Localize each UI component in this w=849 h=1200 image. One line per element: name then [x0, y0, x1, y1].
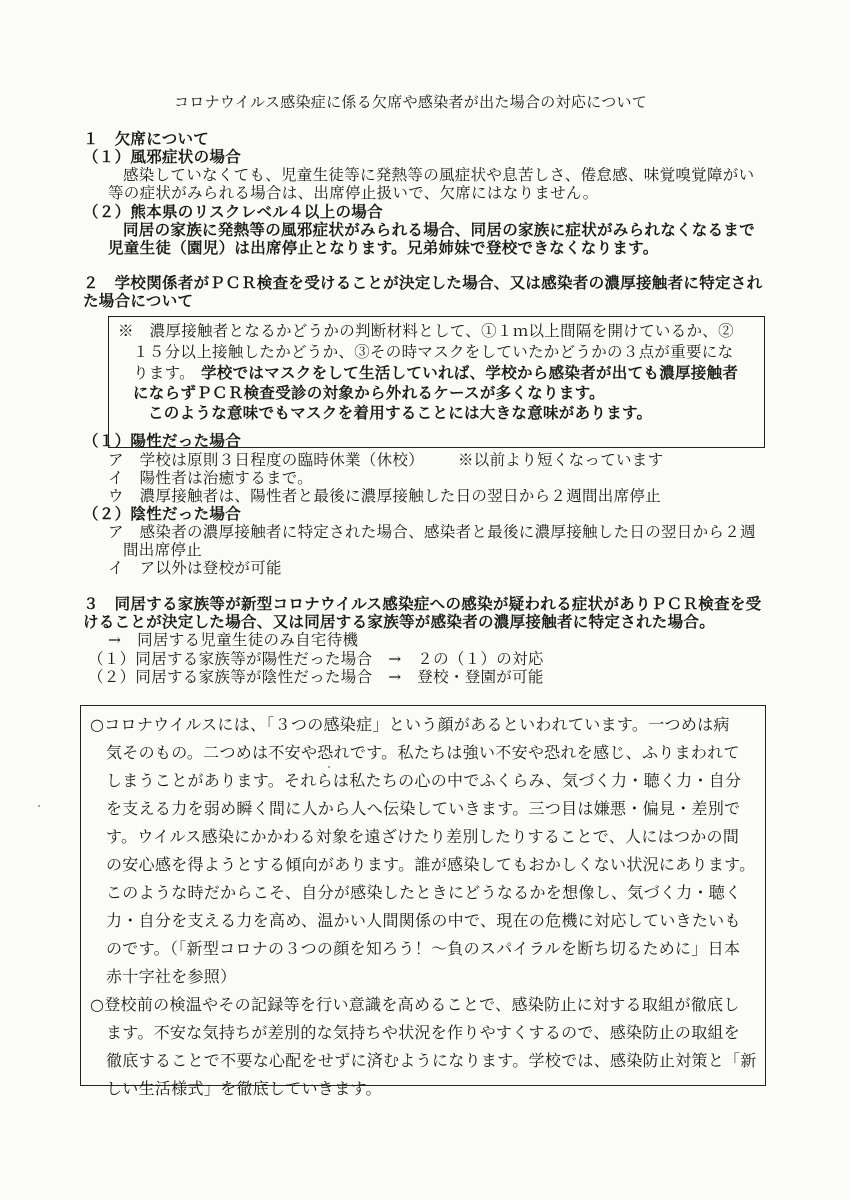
positive-item-i: イ 陽性者は治癒するまで。: [108, 469, 314, 487]
section-1-sub2-heading: （２）熊本県のリスクレベル４以上の場合: [83, 203, 383, 221]
negative-heading: （２）陰性だった場合: [83, 505, 242, 523]
mask-note-line2: １５分以上接触したかどうか、③その時マスクをしていたかどうかの３点が重要にな: [133, 343, 734, 361]
negative-item-a-line1: ア 感染者の濃厚接触者に特定された場合、感染者と最後に濃厚接触した日の翌日から２週: [108, 523, 756, 541]
section-1-sub1-text-line2: 等の症状がみられる場合は、出席停止扱いで、欠席にはなりません。: [108, 184, 599, 202]
box2-line8: 力・自分を支える力を高め、温かい人間関係の中で、現在の危機に対応していきたいも: [106, 911, 741, 930]
section-3-heading-line2: けることが決定した場合、又は同居する家族等が感染者の濃厚接触者に特定された場合。: [83, 613, 716, 631]
box2-line13: 徹底することで不要な心配をせずに済むようになります。学校では、感染防止対策と「新: [106, 1051, 757, 1070]
section-1-sub1-heading: （１）風邪症状の場合: [83, 148, 242, 166]
mask-note-line4: にならずＰＣＲ検査受診の対象から外れるケースが多くなります。: [133, 384, 605, 402]
document-title: コロナウイルス感染症に係る欠席や感染者が出た場合の対応について: [174, 93, 648, 111]
section-1-sub2-text-line2: 児童生徒（園児）は出席停止となります。兄弟姉妹で登校できなくなります。: [108, 239, 659, 257]
positive-item-a: ア 学校は原則３日程度の臨時休業（休校）: [108, 451, 425, 469]
scan-speck: [328, 766, 330, 768]
positive-item-u: ウ 濃厚接触者は、陽性者と最後に濃厚接触した日の翌日から２週間出席停止: [108, 487, 662, 505]
box2-line5: す。ウイルス感染にかかわる対象を遠ざけたり差別したりすることで、人にはつかの間: [106, 827, 740, 846]
box2-line4: を支える力を弱め瞬く間に人から人へ伝染していきます。三つ目は嫌悪・偏見・差別で: [106, 799, 741, 818]
section-3-heading-line1: ３ 同居する家族等が新型コロナウイルス感染症への感染が疑われる症状がありＰＣＲ検査を受: [83, 595, 762, 613]
positive-item-a-note: ※以前より短くなっています: [458, 451, 664, 469]
mask-note-line3a: ります。: [133, 364, 195, 382]
box2-line6: の安心感を得ようとする傾向があります。誰が感染してもおかしくない状況にあります。: [106, 855, 756, 874]
section-3-item2: （２）同居する家族等が陰性だった場合 → 登校・登園が可能: [88, 668, 544, 686]
section-1-sub2-text-line1: 同居の家族に発熱等の風邪症状がみられる場合、同居の家族に症状がみられなくなるまで: [123, 221, 756, 239]
box2-line14: しい生活様式」を徹底していきます。: [106, 1079, 382, 1098]
box2-line1: ○コロナウイルスには、「３つの感染症」という顔があるといわれています。一つめは病: [90, 715, 730, 734]
section-1-heading: １ 欠席について: [83, 130, 210, 148]
negative-item-a-line2: 間出席停止: [123, 541, 203, 559]
positive-heading: （１）陽性だった場合: [83, 432, 242, 450]
box2-line2: 気そのもの。二つめは不安や恐れです。私たちは強い不安や恐れを感じ、ふりまわれて: [106, 743, 740, 762]
box2-line3: しまうことがあります。それらは私たちの心の中でふくらみ、気づく力・聴く力・自分: [106, 771, 742, 790]
mask-note-line1: ※ 濃厚接触者となるかどうかの判断材料として、①１ｍ以上間隔を開けているか、②: [118, 322, 734, 340]
section-3-item1: （１）同居する家族等が陽性だった場合 → ２の（１）の対応: [88, 650, 544, 668]
box2-line10: 赤十字社を参照）: [106, 967, 237, 986]
mask-note-line5: このような意味でもマスクを着用することには大きな意味があります。: [148, 404, 653, 422]
negative-item-i: イ ア以外は登校が可能: [108, 559, 282, 577]
box2-line11: ○登校前の検温やその記録等を行い意識を高めることで、感染防止に対する取組が徹底し: [90, 995, 740, 1014]
mask-note-line3b: 学校ではマスクをして生活していれば、学校から感染者が出ても濃厚接触者: [201, 364, 739, 382]
box2-line12: ます。不安な気持ちが差別的な気持ちや状況を作りやすくするので、感染防止の取組を: [106, 1023, 741, 1042]
box2-line7: このような時だからこそ、自分が感染したときにどうなるかを想像し、気づく力・聴く: [106, 883, 742, 902]
section-2-heading-line1: ２ 学校関係者がＰＣＲ検査を受けることが決定した場合、又は感染者の濃厚接触者に特定され: [83, 274, 763, 292]
box2-line9: のです。（「新型コロナの３つの顔を知ろう！～負のスパイラルを断ち切るために」日本: [106, 939, 741, 958]
section-3-arrow-line: → 同居する児童生徒のみ自宅待機: [108, 631, 359, 649]
scan-speck: [38, 805, 40, 807]
section-2-heading-line2: た場合について: [83, 292, 194, 310]
section-1-sub1-text-line1: 感染していなくても、児童生徒等に発熱等の風症状や息苦しさ、倦怠感、味覚嗅覚障がい: [123, 166, 755, 184]
